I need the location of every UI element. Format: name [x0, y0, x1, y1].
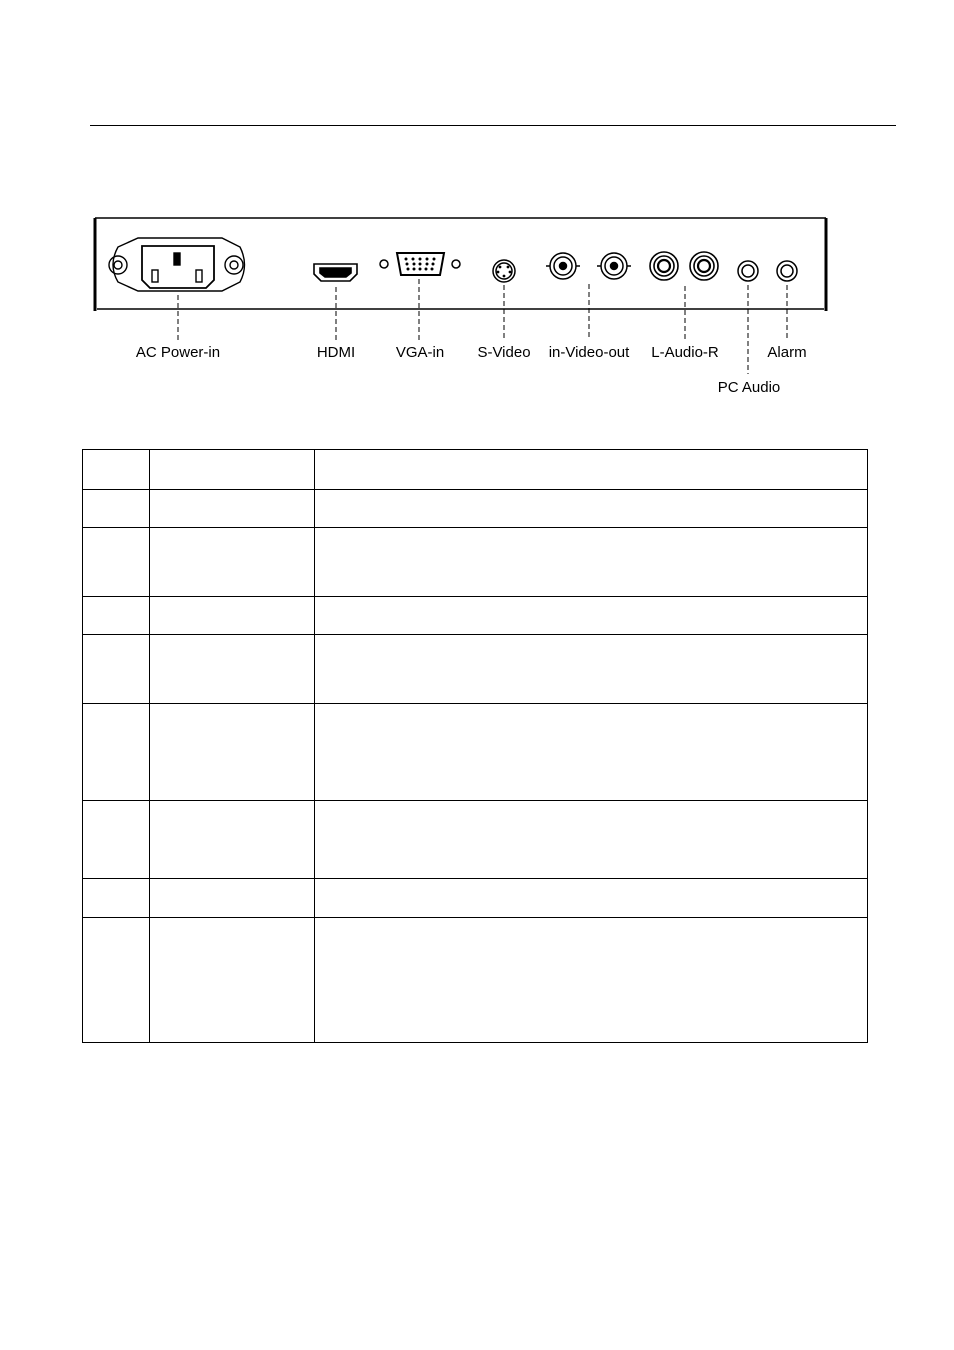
- spec-table: [82, 449, 868, 1043]
- label-alarm: Alarm: [767, 344, 807, 361]
- pc-audio-jack-icon: [738, 261, 758, 281]
- label-ac-power-in: AC Power-in: [135, 344, 221, 361]
- table-cell: [150, 704, 315, 801]
- label-in-video-out: in-Video-out: [548, 344, 630, 361]
- label-hdmi: HDMI: [316, 344, 356, 361]
- table-row: [83, 635, 868, 704]
- table-cell: [315, 879, 868, 918]
- ac-power-inlet-icon: [109, 238, 245, 291]
- table-cell: [150, 528, 315, 597]
- table-cell: [150, 918, 315, 1043]
- table-cell: [315, 635, 868, 704]
- table-cell: [315, 450, 868, 490]
- table-cell: [315, 528, 868, 597]
- table-cell: [83, 879, 150, 918]
- table-row: [83, 801, 868, 879]
- table-cell: [83, 704, 150, 801]
- alarm-jack-icon: [777, 261, 797, 281]
- table-row: [83, 918, 868, 1043]
- table-cell: [315, 801, 868, 879]
- table-row: [83, 528, 868, 597]
- table-row: [83, 450, 868, 490]
- label-pc-audio: PC Audio: [717, 379, 781, 396]
- table-cell: [150, 490, 315, 528]
- table-cell: [150, 597, 315, 635]
- table-cell: [83, 490, 150, 528]
- s-video-port-icon: [493, 260, 515, 282]
- hdmi-port-icon: [314, 264, 357, 281]
- table-cell: [150, 450, 315, 490]
- table-row: [83, 704, 868, 801]
- audio-right-rca-icon: [690, 252, 718, 280]
- audio-left-rca-icon: [650, 252, 678, 280]
- table-cell: [83, 528, 150, 597]
- table-cell: [83, 635, 150, 704]
- table-cell: [150, 801, 315, 879]
- table-cell: [315, 490, 868, 528]
- table-cell: [83, 801, 150, 879]
- table-row: [83, 879, 868, 918]
- table-cell: [83, 450, 150, 490]
- table-row: [83, 597, 868, 635]
- label-l-audio-r: L-Audio-R: [651, 344, 719, 361]
- label-vga-in: VGA-in: [395, 344, 445, 361]
- video-in-bnc-icon: [546, 253, 580, 279]
- table-cell: [150, 879, 315, 918]
- video-out-bnc-icon: [597, 253, 631, 279]
- table-cell: [315, 704, 868, 801]
- vga-port-icon: [380, 253, 460, 275]
- label-s-video: S-Video: [477, 344, 531, 361]
- table-cell: [150, 635, 315, 704]
- table-cell: [83, 918, 150, 1043]
- table-cell: [315, 918, 868, 1043]
- table-cell: [83, 597, 150, 635]
- table-row: [83, 490, 868, 528]
- table-cell: [315, 597, 868, 635]
